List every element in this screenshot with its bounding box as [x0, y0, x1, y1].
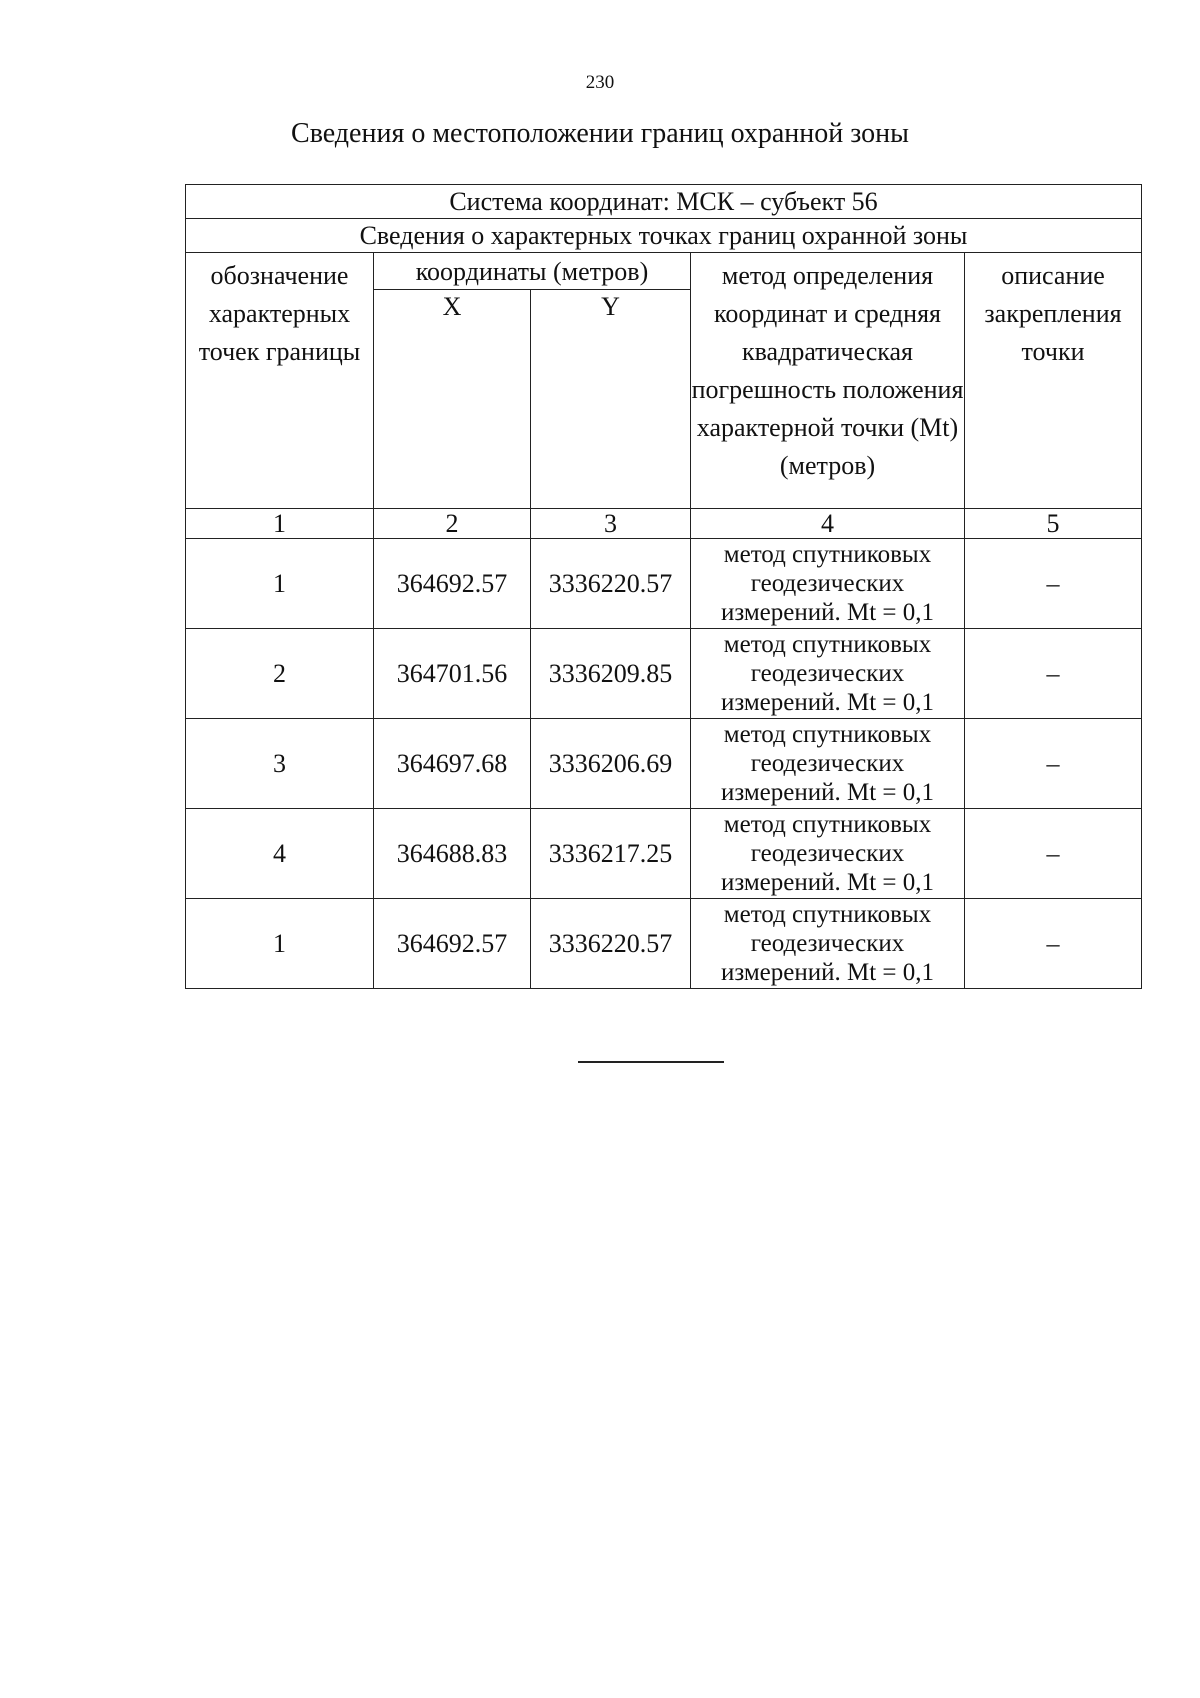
- header-coordinates: координаты (метров): [374, 253, 691, 290]
- point-cell: 1: [186, 899, 374, 989]
- column-number-2: 2: [374, 509, 531, 539]
- x-cell: 364692.57: [374, 539, 531, 629]
- x-cell: 364701.56: [374, 629, 531, 719]
- y-cell: 3336220.57: [531, 539, 691, 629]
- y-cell: 3336220.57: [531, 899, 691, 989]
- description-cell: –: [965, 719, 1142, 809]
- page-number: 230: [585, 72, 615, 93]
- point-cell: 4: [186, 809, 374, 899]
- column-number-1: 1: [186, 509, 374, 539]
- method-cell: метод спутниковых геодезических измерений. Mt = 0,1: [691, 539, 965, 629]
- x-cell: 364688.83: [374, 809, 531, 899]
- column-number-4: 4: [691, 509, 965, 539]
- end-divider: [578, 1061, 724, 1063]
- info-cell: Сведения о характерных точках границ охранной зоны: [186, 219, 1142, 253]
- y-cell: 3336209.85: [531, 629, 691, 719]
- method-cell: метод спутниковых геодезических измерений. Mt = 0,1: [691, 809, 965, 899]
- column-number-5: 5: [965, 509, 1142, 539]
- header-description: [965, 253, 1142, 509]
- y-cell: 3336217.25: [531, 809, 691, 899]
- method-cell: метод спутниковых геодезических измерений. Mt = 0,1: [691, 899, 965, 989]
- header-method-text: метод определения координат и средняя квадратическая погрешность положения характерной точки (Mt) (метров): [691, 261, 964, 480]
- table-row: [186, 629, 1142, 719]
- table-row: [186, 809, 1142, 899]
- boundary-points-table: [185, 184, 1142, 989]
- description-cell: –: [965, 809, 1142, 899]
- column-number-3: 3: [531, 509, 691, 539]
- table-row: [186, 719, 1142, 809]
- table-row: [186, 539, 1142, 629]
- description-cell: –: [965, 629, 1142, 719]
- description-cell: –: [965, 539, 1142, 629]
- method-cell: метод спутниковых геодезических измерений. Mt = 0,1: [691, 719, 965, 809]
- header-description-text: описание закрепления точки: [984, 261, 1122, 366]
- point-cell: 2: [186, 629, 374, 719]
- coordinate-system-row: [186, 185, 1142, 219]
- header-point-designation-text: обозначение характерных точек границы: [198, 261, 361, 366]
- document-title: Сведения о местоположении границ охранной зоны: [291, 118, 909, 149]
- header-point-designation: [186, 253, 374, 509]
- header-method: [691, 253, 965, 509]
- description-cell: –: [965, 899, 1142, 989]
- coordinate-system-cell: Система координат: МСК – субъект 56: [186, 185, 1142, 219]
- header-row: [186, 253, 1142, 290]
- header-y: Y: [531, 290, 691, 509]
- info-row: [186, 219, 1142, 253]
- header-x: X: [374, 290, 531, 509]
- point-cell: 1: [186, 539, 374, 629]
- x-cell: 364692.57: [374, 899, 531, 989]
- x-cell: 364697.68: [374, 719, 531, 809]
- point-cell: 3: [186, 719, 374, 809]
- method-cell: метод спутниковых геодезических измерений. Mt = 0,1: [691, 629, 965, 719]
- column-numbers-row: [186, 509, 1142, 539]
- table-row: [186, 899, 1142, 989]
- y-cell: 3336206.69: [531, 719, 691, 809]
